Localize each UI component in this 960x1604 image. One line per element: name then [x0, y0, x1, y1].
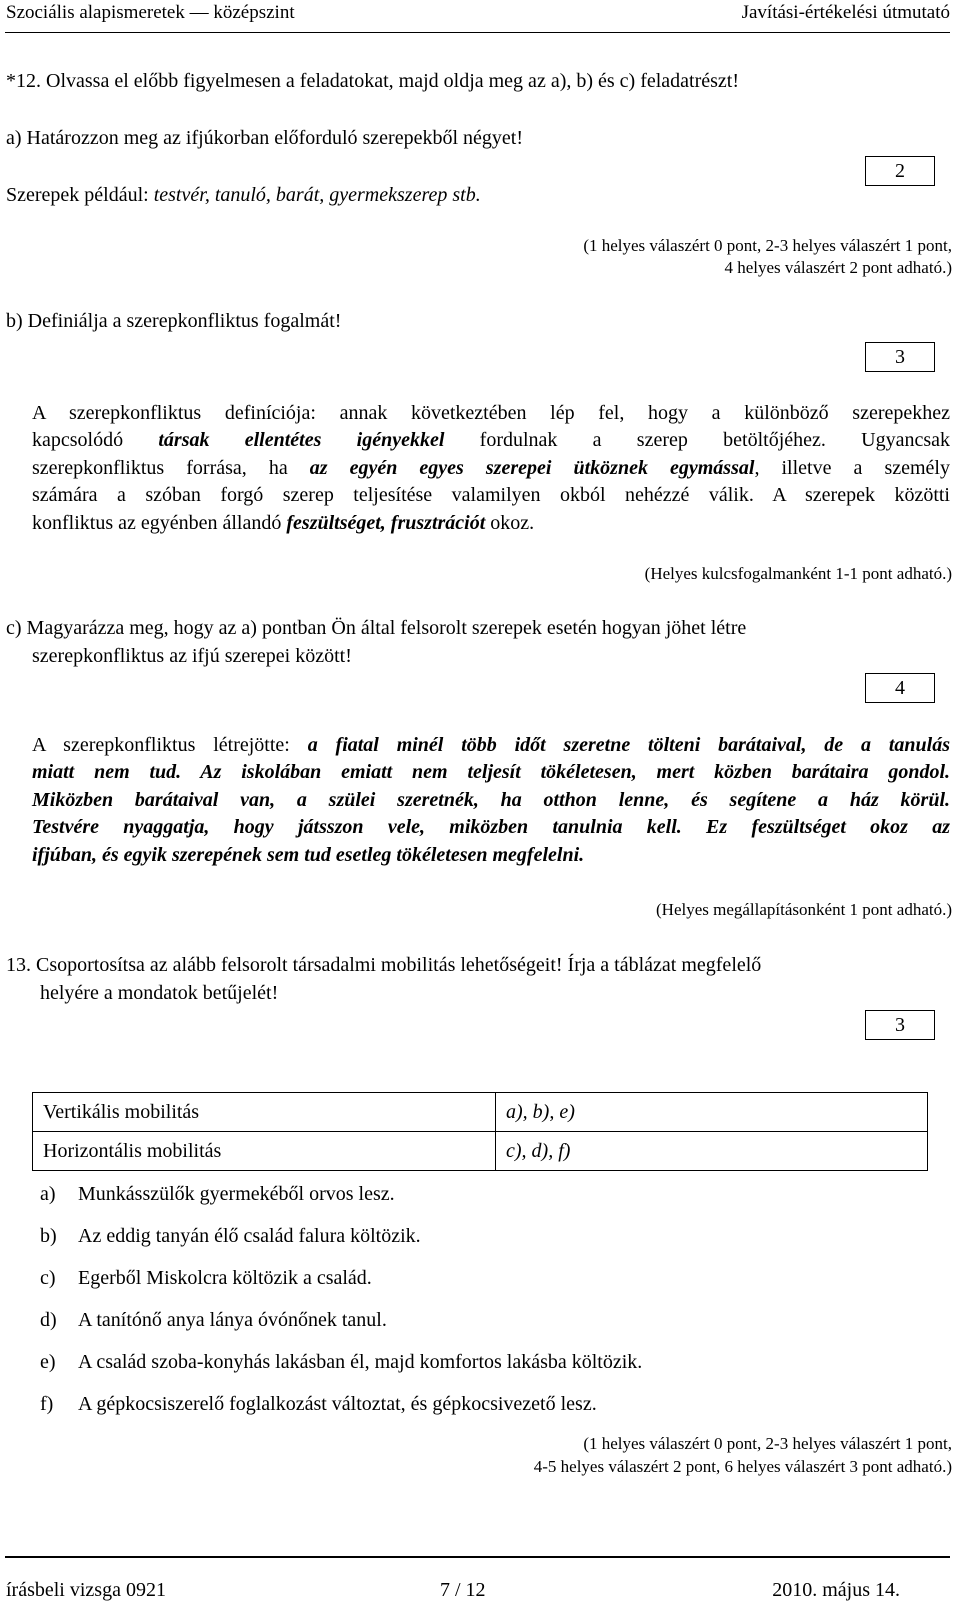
- option-text: Egerből Miskolcra költözik a család.: [78, 1267, 372, 1289]
- task12-c-question-1: c) Magyarázza meg, hogy az a) pontban Ön által felsorolt szerepek esetén hogyan jöhet létre: [6, 617, 747, 639]
- mobility-table: [32, 1092, 928, 1171]
- header-rule: [5, 32, 950, 33]
- c-answer-line: ifjúban, és egyik szerepének sem tud esetleg tökéletesen megfelelni.: [32, 843, 585, 866]
- c-answer-line: Miközben barátaival van, a szülei szeretnék, ha otthon lenne, és segítene a ház körül.: [32, 788, 950, 811]
- task12-b-scoring: (Helyes kulcsfogalmanként 1-1 pont adható.): [644, 564, 952, 583]
- footer-left: írásbeli vizsga 0921: [6, 1579, 166, 1601]
- task12-a-example: [6, 184, 481, 207]
- table-cell-label: Horizontális mobilitás: [33, 1132, 496, 1171]
- option-letter: b): [40, 1225, 57, 1247]
- option-text: A család szoba-konyhás lakásban él, majd komfortos lakásba költözik.: [78, 1351, 643, 1373]
- table-cell-answer: c), d), f): [496, 1132, 928, 1171]
- task12-a-example-prefix: Szerepek például:: [6, 184, 154, 206]
- footer-rule: [5, 1556, 950, 1558]
- task12-c-answer: [32, 732, 950, 869]
- task12-b-answer: [32, 400, 950, 537]
- task13-title-2: helyére a mondatok betűjelét!: [40, 982, 279, 1004]
- task12-c-scoring: (Helyes megállapításonként 1 pont adható.): [656, 900, 952, 919]
- c-answer-line: A szerepkonfliktus létrejötte: a fiatal minél több időt szeretne tölteni barátaival, de a tanulás: [32, 734, 950, 756]
- score-box-13: 3: [865, 1010, 935, 1040]
- task13-title-1: 13. Csoportosítsa az alább felsorolt társadalmi mobilitás lehetőségeit! Írja a táblázat megfelelő: [6, 954, 762, 976]
- task12-a-scoring-1: (1 helyes válaszért 0 pont, 2-3 helyes válaszért 1 pont,: [583, 236, 952, 255]
- b-answer-line: A szerepkonfliktus definíciója: annak következtében lép fel, hogy a különböző szerepekhez: [32, 402, 950, 424]
- task12-b-question: b) Definiálja a szerepkonfliktus fogalmát!: [6, 310, 342, 332]
- task12-c-question-2: szerepkonfliktus az ifjú szerepei között!: [32, 645, 352, 667]
- option-text: Munkásszülők gyermekéből orvos lesz.: [78, 1183, 395, 1205]
- score-box-b: 3: [865, 342, 935, 372]
- option-letter: c): [40, 1267, 56, 1289]
- task12-a-example-items: testvér, tanuló, barát, gyermekszerep stb.: [153, 184, 481, 206]
- footer-date: 2010. május 14.: [772, 1579, 900, 1601]
- table-cell-label: Vertikális mobilitás: [33, 1093, 496, 1132]
- table-row: [33, 1132, 928, 1171]
- b-answer-line: konfliktus az egyénben állandó feszültséget, frusztrációt okoz.: [32, 511, 535, 534]
- c-answer-line: Testvére nyaggatja, hogy játsszon vele, miközben tanulnia kell. Ez feszültséget okoz az: [32, 816, 950, 839]
- b-answer-line: kapcsolódó társak ellentétes igényekkel fordulnak a szerep betöltőjéhez. Ugyancsak: [32, 429, 950, 452]
- option-text: Az eddig tanyán élő család falura költözik.: [78, 1225, 421, 1247]
- score-box-c: 4: [865, 673, 935, 703]
- footer-page-number: 7 / 12: [440, 1579, 486, 1601]
- task12-a-scoring-2: 4 helyes válaszért 2 pont adható.): [724, 258, 952, 277]
- header-right: Javítási-értékelési útmutató: [741, 2, 950, 23]
- option-letter: f): [40, 1393, 54, 1415]
- score-box-a: 2: [865, 156, 935, 186]
- option-text: A tanítónő anya lánya óvónőnek tanul.: [78, 1309, 387, 1331]
- task12-title: *12. Olvassa el előbb figyelmesen a feladatokat, majd oldja meg az a), b) és c) feladatrészt!: [6, 70, 740, 92]
- b-answer-line: számára a szóban forgó szerep teljesítése valamilyen okból nehézzé válik. A szerepek közötti: [32, 484, 950, 507]
- b-answer-line: szerepkonfliktus forrása, ha az egyén egyes szerepei ütköznek egymással, illetve a személy: [32, 456, 950, 479]
- option-letter: e): [40, 1351, 56, 1373]
- table-cell-answer: a), b), e): [496, 1093, 928, 1132]
- task13-scoring-2: 4-5 helyes válaszért 2 pont, 6 helyes válaszért 3 pont adható.): [533, 1457, 952, 1476]
- task12-a-question: a) Határozzon meg az ifjúkorban előforduló szerepekből négyet!: [6, 127, 523, 149]
- option-letter: d): [40, 1309, 57, 1331]
- option-text: A gépkocsiszerelő foglalkozást változtat, és gépkocsivezető lesz.: [78, 1393, 597, 1415]
- task13-scoring-1: (1 helyes válaszért 0 pont, 2-3 helyes válaszért 1 pont,: [583, 1434, 952, 1453]
- header-left: Szociális alapismeretek — középszint: [6, 2, 295, 23]
- c-answer-line: miatt nem tud. Az iskolában emiatt nem teljesít tökéletesen, mert közben barátaira gondol.: [32, 761, 950, 784]
- table-row: [33, 1093, 928, 1132]
- option-letter: a): [40, 1183, 56, 1205]
